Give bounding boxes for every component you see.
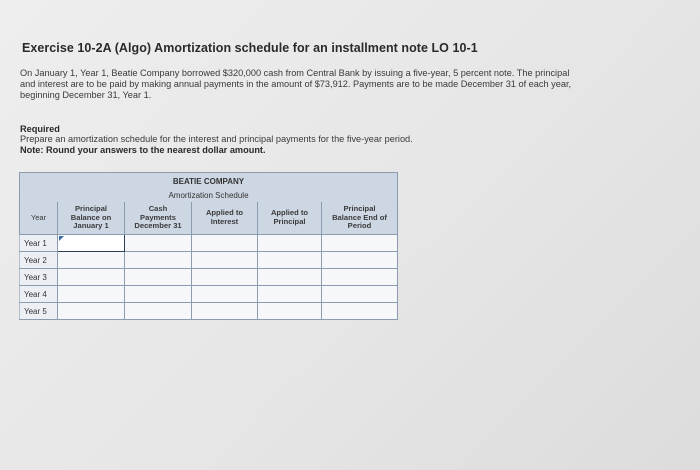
cell-year5-principal-end (322, 303, 398, 320)
cell-year1-applied-interest (192, 235, 258, 252)
cell-year3-cash-payment (125, 269, 192, 286)
row-label-year-3: Year 3 (20, 269, 58, 286)
row-label-year-4: Year 4 (20, 286, 58, 303)
company-name: BEATIE COMPANY (20, 173, 398, 189)
cell-year3-principal-jan1 (58, 269, 125, 286)
table-row (20, 286, 398, 303)
cell-year2-applied-principal (258, 252, 322, 269)
exercise-title: Exercise 10-2A (Algo) Amortization schedule for an installment note LO 10-1 (22, 41, 478, 55)
problem-statement (20, 68, 660, 101)
cell-year3-applied-principal (258, 269, 322, 286)
amortization-table (19, 172, 398, 320)
cell-year1-principal-end (322, 235, 398, 252)
input-year1-principal-jan1[interactable] (58, 235, 125, 252)
required-text: Prepare an amortization schedule for the interest and principal payments for the five-year period. (20, 134, 413, 144)
col-header-principal-end: Principal Balance End of Period (322, 202, 398, 235)
table-row (20, 252, 398, 269)
problem-line-3: beginning December 31, Year 1. (20, 90, 152, 100)
row-label-year-1: Year 1 (20, 235, 58, 252)
cell-year2-cash-payment (125, 252, 192, 269)
cell-year1-cash-payment (125, 235, 192, 252)
col-header-applied-interest: Applied to Interest (192, 202, 258, 235)
cell-year5-principal-jan1 (58, 303, 125, 320)
col-header-cash-payments: Cash Payments December 31 (125, 202, 192, 235)
cell-year2-applied-interest (192, 252, 258, 269)
amortization-table-wrapper (19, 172, 398, 320)
problem-line-2: and interest are to be paid by making annual payments in the amount of $73,912. Payments are to be made December 31 of each year, (20, 79, 572, 89)
cell-year2-principal-jan1 (58, 252, 125, 269)
row-label-year-5: Year 5 (20, 303, 58, 320)
cell-year3-applied-interest (192, 269, 258, 286)
input-focus-marker-icon (59, 236, 64, 241)
cell-year4-applied-principal (258, 286, 322, 303)
col-header-principal-jan1: Principal Balance on January 1 (58, 202, 125, 235)
col-header-applied-principal: Applied to Principal (258, 202, 322, 235)
cell-year5-applied-interest (192, 303, 258, 320)
col-header-year: Year (20, 202, 58, 235)
cell-year1-applied-principal (258, 235, 322, 252)
cell-year3-principal-end (322, 269, 398, 286)
cell-year5-applied-principal (258, 303, 322, 320)
row-label-year-2: Year 2 (20, 252, 58, 269)
cell-year4-principal-jan1 (58, 286, 125, 303)
cell-year4-cash-payment (125, 286, 192, 303)
cell-year4-applied-interest (192, 286, 258, 303)
table-row (20, 235, 398, 252)
rounding-note: Note: Round your answers to the nearest dollar amount. (20, 145, 266, 155)
column-header-row (20, 202, 398, 235)
cell-year2-principal-end (322, 252, 398, 269)
problem-line-1: On January 1, Year 1, Beatie Company borrowed $320,000 cash from Central Bank by issuing a five-year, 5 percent note. The principal (20, 68, 570, 78)
cell-year4-principal-end (322, 286, 398, 303)
schedule-title: Amortization Schedule (20, 188, 398, 202)
table-row (20, 303, 398, 320)
table-row (20, 269, 398, 286)
cell-year5-cash-payment (125, 303, 192, 320)
required-heading: Required (20, 124, 60, 134)
